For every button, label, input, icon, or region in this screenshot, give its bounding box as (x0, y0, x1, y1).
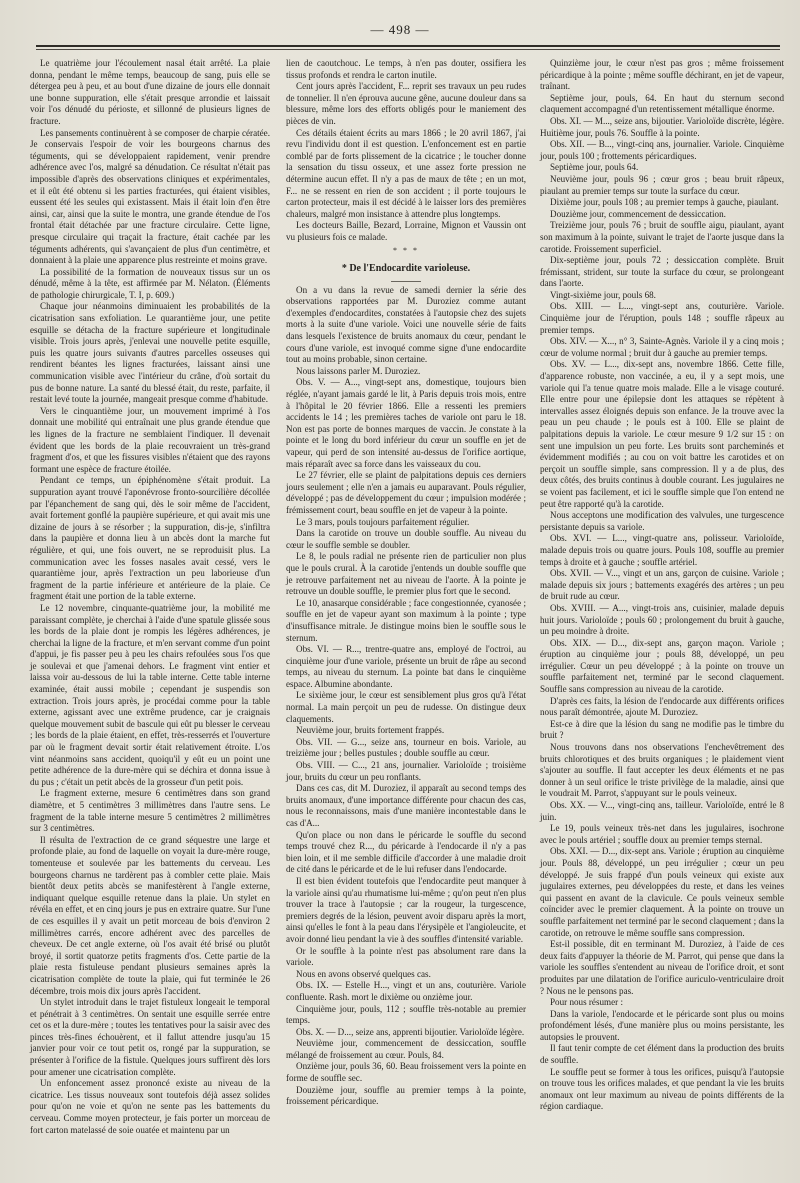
header-rule (36, 45, 780, 47)
paragraph: Obs. XII. — B..., vingt-cinq ans, journalier. Variole. Cinquième jour, pouls 100 ; frottements péricardiques. (540, 139, 784, 161)
paragraph: Obs. V. — A..., vingt-sept ans, domestique, toujours bien réglée, n'ayant jamais gardé le lit, à Paris depuis trois mois, entre à l'hôpital le 20 février 1866. Elle a ressenti les premiers accidents le 14 ; les premières taches de variole ont paru le 18. Non est pas porte de bonnes marques de vaccin. Je constate à la pointe et le long du bord inférieur du cœur un souffle en jet de vapeur, qui perd de son intensité au-dessus de l'orifice aortique, mais réparaît avec sa force dans les vaisseaux du cou. (286, 377, 526, 469)
paragraph: Obs. VII. — G..., seize ans, tourneur en bois. Variole, au treizième jour ; belles pustules ; double souffle au cœur. (286, 736, 526, 759)
paragraph: Ces détails étaient écrits au mars 1866 ; le 20 avril 1867, j'ai revu l'individu dont il est question. L'enfoncement est en partie comblé par de forts plissement de la cicatrice ; le toucher donne la sensation du tissu osseux, et une assez forte pression ne détermine aucun effet. Il n'y a pas de maux de tête ; en un mot, F... ne se ressent en rien de son accident ; il porte toujours le carton protecteur, mais il est décidé à le laisser lors des premières chaleurs, malgré mon insistance à attendre plus longtemps. (286, 127, 526, 219)
paragraph: Obs. XVII. — V..., vingt et un ans, garçon de cuisine. Variole ; malade depuis six jours ; battements exagérés des artères ; un peu de bruit rude au cœur. (540, 568, 784, 602)
section-stars: * * * (393, 245, 419, 255)
paragraph: Il est bien évident toutefois que l'endocardite peut manquer à la variole ainsi qu'au rhumatisme lui-même ; qu'on peut n'en plus trouver la trace à l'autopsie ; car la rougeur, la turgescence, premiers degrés de la lésion, peuvent avoir disparu après la mort, ainsi qu'elles le font à la peau dans l'érysipèle et l'angioleucite, et avoir donné lieu pendant la vie à des souffles d'intensité variable. (286, 875, 526, 944)
paragraph: Dix-septième jour, pouls 72 ; dessiccation complète. Bruit frémissant, strident, sur toute la surface du cœur, se prolongeant dans l'aorte. (540, 255, 784, 289)
paragraph: Obs. XIII. — L..., vingt-sept ans, couturière. Variole. Cinquième jour de l'éruption, pouls 148 ; souffle râpeux au premier temps. (540, 301, 784, 335)
paragraph: Obs. XVI. — L..., vingt-quatre ans, polisseur. Varioloïde, malade depuis trois ou quatre jours. Pouls 108, souffle au premier temps à droite et à gauche ; souffle artériel. (540, 533, 784, 567)
paragraph: Nous trouvons dans nos observations l'enchevêtrement des bruits chlorotiques et des bruits organiques ; le plaidement vient s'ajouter au souffle. Il faut accepter les deux éléments et ne pas donner à un seul orifice le triste privilège de la maladie, ainsi que le voudrait M. Parrot, s'appuyant sur le pouls veineux. (540, 742, 784, 799)
paragraph: Dans la carotide on trouve un double souffle. Au niveau du cœur le souffle semble se doubler. (286, 528, 526, 550)
paragraph: Est-il possible, dit en terminant M. Duroziez, à l'aide de ces deux faits d'appuyer la théorie de M. Parrot, qui pense que dans la variole les souffles s'entendent au niveau de l'orifice droit, et sont produites par une dilatation de l'orifice auriculo-ventriculaire droit ? Nous ne le pensons pas. (540, 939, 784, 996)
paragraph: La possibilité de la formation de nouveaux tissus sur un os dénudé, même à la tête, est affirmée par M. Nélaton. (Éléments de pathologie chirurgicale, T. I, p. 609.) (30, 266, 270, 300)
paragraph: Le 8, le pouls radial ne présente rien de particulier non plus que le pouls crural. À la carotide j'entends un double souffle que je retrouve parfaitement net au niveau de l'aorte. À la pointe je retrouve un double souffle, le premier plus fort que le second. (286, 551, 526, 597)
paragraph: Nous en avons observé quelques cas. (296, 968, 431, 979)
paragraph: Obs. VIII. — C..., 21 ans, journalier. Varioloïde ; troisième jour, bruits du cœur un peu ronflants. (286, 760, 526, 782)
paragraph: Les docteurs Baille, Bezard, Lorraine, Mignon et Vaussin ont vu plusieurs fois ce malade. (286, 220, 526, 242)
paragraph: Le quatrième jour l'écoulement nasal était arrêté. La plaie donna, pendant le même temps, beaucoup de sang, puis elle se détergea peu à peu, et au bout d'une dizaine de jours elle donnait une bonne suppuration, elle s'était presque arrondie et laissait voir l'os dénudé du périoste, et sillonné de plusieurs lignes de fracture. (30, 58, 270, 126)
paragraph: Le souffle peut se former à tous les orifices, puisqu'à l'autopsie on trouve tous les orifices malades, et que pendant la vie les bruits anomaux ont leur maximum au niveau de points différents de la région cardiaque. (540, 1066, 784, 1112)
paragraph: Septième jour, pouls 64. (550, 162, 639, 173)
paragraph: Qu'on place ou non dans le péricarde le souffle du second temps trouvé chez R..., du péricarde à l'endocarde il n'y a pas bien loin, et il me semble difficile d'accorder à une maladie droit de cité dans le péricarde et de le lui refuser dans l'endocarde. (286, 829, 526, 875)
paragraph: Pour nous résumer : (550, 997, 623, 1008)
column-2 (286, 58, 526, 1108)
header-rule-thin (36, 49, 780, 50)
paragraph: Est-ce à dire que la lésion du sang ne modifie pas le timbre du bruit ? (540, 718, 784, 741)
paragraph: Or le souffle à la pointe n'est pas absolument rare dans la variole. (286, 945, 526, 968)
paragraph: Vers le cinquantième jour, un mouvement imprimé à l'os donnait une mobilité qui entraînait une plus grande étendue que les lignes de la fracture ne semblaient l'indiquer. Il devenait évident que les bords de la plaie recouvraient un très-grand fragment d'os, et que les fissures visibles n'étaient que des rayons formant une espèce de fracture étoilée. (30, 405, 270, 474)
paragraph: Le 19, pouls veineux très-net dans les jugulaires, isochrone avec le pouls artériel ; souffle doux au premier temps sternal. (540, 823, 784, 845)
paragraph: Le 27 février, elle se plaint de palpitations depuis ces derniers jours seulement ; elle n'en a jamais eu auparavant. Pouls régulier, développé ; pas de développement du cœur ; impulsion modérée ; frémissement court, beau souffle en jet de vapeur à la pointe. (286, 470, 526, 515)
title-separator (391, 281, 421, 282)
paragraph: Il résulta de l'extraction de ce grand séquestre une large et profonde plaie, au fond de laquelle on voyait la dure-mère rouge, tomenteuse et soulevée par les battements du cerveau. Les bourgeons charnus ne tardèrent pas à combler cette plaie. Mais bientôt deux petits abcès se manifestèrent à l'angle externe, indiquant quelque esquille retenue dans la plaie. Un stylet en révéla en effet, et en cinq jours je pus en extraire quatre. Sur l'une de ces esquilles il y avait un petit morceau de bois d'environ 2 millimètres carrés, encore adhérent avec des parcelles de cheveux. De cet angle externe, où l'os avait été brisé ou plutôt broyé, il sortit quatorze petits fragments d'os. Cette partie de la plaie resta fistuleuse pendant plusieurs semaines après la cicatrisation complète de toute la plaie, qui fut terminée le 26 décembre, trois mois dix jours après l'accident. (30, 834, 270, 996)
column-1 (30, 58, 270, 1136)
paragraph: Onzième jour, pouls 36, 60. Beau froissement vers la pointe en forme de souffle sec. (286, 1061, 526, 1084)
paragraph: Neuvième jour, commencement de dessiccation, souffle mélangé de froissement au cœur. Pouls, 84. (286, 1038, 526, 1060)
paragraph: D'après ces faits, la lésion de l'endocarde aux différents orifices nous paraît démontrée, ajoute M. Duroziez. (540, 695, 784, 718)
paragraph: Le sixième jour, le cœur est sensiblement plus gros qu'à l'état normal. La main perçoit un peu de rudesse. On distingue deux claquements. (286, 690, 526, 724)
paragraph: Obs. XI. — M..., seize ans, bijoutier. Varioloïde discrète, légère. Huitième jour, pouls 76. Souffle à la pointe. (540, 115, 784, 138)
section-title: * De l'Endocardite varioleuse. (341, 263, 471, 275)
paragraph: Dixième jour, pouls 108 ; au premier temps à gauche, piaulant. (550, 197, 779, 208)
paragraph: Dans la variole, l'endocarde et le péricarde sont plus ou moins profondément lésés, d'une manière plus ou moins persistante, les autopsies le prouvent. (540, 1008, 784, 1042)
paragraph: Obs. IX. — Estelle H..., vingt et un ans, couturière. Variole confluente. Rash. mort le dixième ou onzième jour. (286, 980, 526, 1002)
paragraph: Chaque jour néanmoins diminuaient les probabilités de la cicatrisation sans exfoliation. Le quarantième jour, une petite esquille se détacha de la fracture supérieure et longitudinale visible. Trois jours après, j'enlevai une nouvelle petite esquille, puis les quatre jours suivants d'autres parcelles osseuses qui rendirent béantes les lignes fracturées, laissant ainsi une communication visible avec l'intérieur du crâne, d'où sortait du pus de bonne nature. La santé du blessé était, du reste, parfaite, il restait levé toute la journée, mangeait presque comme d'habitude. (30, 301, 270, 405)
paragraph: Vingt-sixième jour, pouls 68. (550, 289, 656, 300)
paragraph: Il faut tenir compte de cet élément dans la production des bruits de souffle. (540, 1043, 784, 1066)
column-2-intro (286, 58, 526, 244)
paragraph: Le fragment externe, mesure 6 centimètres dans son grand diamètre, et 5 centimètres 3 millimètres dans l'autre sens. Le fragment de la table interne mesure 5 centimètres 2 millimètres sur 3 centimètres. (30, 788, 270, 834)
paragraph: Le 12 novembre, cinquante-quatrième jour, la mobilité me paraissant complète, je cherchai à l'aide d'une spatule glissée sous les bords de la plaie dont je rompis les légères adhérences, je cherchai la ligne de la fracture, et m'en servant comme d'un point d'appui, je fis passer peu à peu les chairs refoulées sous l'os que je soulevai et que j'amenai dehors. Le fragment vint entier et laissa voir au-dessous de lui la table interne. Cette table interne examinée, était aussi mobile ; cependant je suspendis son extraction. Trois jours après, je procédai comme pour la table externe, agissant avec une extrême prudence, car je craignais quelque mouvement subit de bascule qui eût pu blesser le cerveau ; les bords de la plaie étaient, en effet, très-resserrés et l'ouverture par où le fragment devait sortir était relativement étroite. L'os vint néanmoins sans accident, quoiqu'il y eût eu un point une petite adhérence de la dure-mère qui se déchira et donna issue à du pus ; c'était un petit abcès de la grosseur d'un petit pois. (30, 602, 270, 787)
paragraph: Le 3 mars, pouls toujours parfaitement régulier. (296, 516, 470, 527)
paragraph: Douzième jour, commencement de dessiccation. (550, 208, 726, 219)
paragraph: Obs. XX. — V..., vingt-cinq ans, tailleur. Varioloïde, entré le 8 juin. (540, 800, 784, 822)
paragraph: Nous acceptons une modification des valvules, une turgescence persistante depuis sa variole. (540, 510, 784, 532)
paragraph: Obs. XIX. — D..., dix-sept ans, garçon maçon. Variole ; éruption au cinquième jour ; pouls 88, développé, un peu irrégulier. Cœur un peu développé ; à la pointe on trouve un souffle parfaitement net, terminé par le second claquement. Souffle sans compression au niveau de la carotide. (540, 637, 784, 695)
paragraph: Un enfoncement assez prononcé existe au niveau de la cicatrice. Les tissus nouveaux sont toutefois déjà assez solides pour qu'on ne voie et qu'on ne sente pas les battements du cerveau. Comme moyen protecteur, je fais porter un morceau de fort carton matelassé de soie ouatée et maintenu par un (30, 1078, 270, 1135)
paragraph: Nous laissons parler M. Duroziez. (296, 365, 421, 376)
paragraph: Cinquième jour, pouls, 112 ; souffle très-notable au premier temps. (286, 1003, 526, 1026)
paragraph: Obs. XIV. — X..., n° 3, Sainte-Agnès. Variole il y a cinq mois ; cœur de volume normal ; bruit dur à gauche au premier temps. (540, 336, 784, 358)
paragraph: Pendant ce temps, un épiphénomène s'était produit. La suppuration ayant trouvé l'aponévrose fronto-sourcilière décollée par l'épanchement de sang qui, dès le soir même de l'accident, avait fortement gonflé la paupière supérieure, et qui avait mis une dizaine de jours à se résorber ; la suppuration, dis-je, s'infiltra dans la paupière et donna lieu à un abcès dont la marche fut régulière, et qui, une fois ouvert, ne se reproduisit plus. La communication avec les fosses nasales avait cessé, vers le quarantième jour, après l'extraction un peu laborieuse d'un fragment de la partie inférieure et antérieure de la plaie. Ce fragment était une portion de la table externe. (30, 475, 270, 602)
paragraph: lien de caoutchouc. Le temps, à n'en pas douter, ossifiera les tissus profonds et rendra le carton inutile. (286, 58, 526, 80)
paragraph: Les pansements continuèrent à se composer de charpie cératée. Je conservais l'espoir de voir les bourgeons charnus des téguments, qui se développaient rapidement, venir prendre adhérence avec l'os, malgré sa dénudation. Ce résultat n'était pas impossible d'après des observations cliniques et expérimentales, et il eût été obtenu si les parties fracturées, qui étaient visibles, eussent été les seules qui existassent. Mais il était loin d'en être ainsi, car, ainsi que la suite le montra, une grande étendue de l'os frontal était détachée par une fracture circulaire. Cette ligne, presque circulaire qui traçait la fracture, était cachée par les téguments adhérents, qui s'avançaient de plus d'un centimètre, et donnaient à la plaie une apparence plus restreinte et moins grave. (30, 127, 270, 266)
paragraph: Dans ces cas, dit M. Duroziez, il apparaît au second temps des bruits anomaux, d'une importance différente pour chacun des cas, nous le reconnaissons, mais d'une manière incontestable dans le cas d'A... (286, 783, 526, 828)
paragraph: Obs. X. — D..., seize ans, apprenti bijoutier. Varioloïde légère. (296, 1026, 525, 1037)
paragraph: Treizième jour, pouls 76 ; bruit de souffle aigu, piaulant, ayant son maximum à la pointe, suivant le trajet de l'aorte jusque dans la carotide. Froissement superficiel. (540, 220, 784, 254)
column-3 (540, 58, 784, 1113)
column-2-body (286, 285, 526, 1108)
paragraph: Obs. XXI. — D..., dix-sept ans. Variole ; éruption au cinquième jour. Pouls 88, développé, un peu irrégulier ; cœur un peu développé. Je suis frappé d'un pouls veineux qui existe aux jugulaires externes, peu développées du reste, et dans les veines qui passent en avant de la clavicule. Ce pouls veineux semble coïncider avec le premier claquement. À la pointe on trouve un souffle parfaitement net terminé par le second claquement ; dans la carotide, on retrouve le même souffle sans compression. (540, 846, 784, 938)
paragraph: Obs. XVIII. — A..., vingt-trois ans, cuisinier, malade depuis huit jours. Varioloïde ; pouls 60 ; prolongement du bruit à gauche, un peu moindre à droite. (540, 602, 784, 637)
paragraph: Neuvième jour, pouls 96 ; cœur gros ; beau bruit râpeux, piaulant au premier temps sur toute la surface du cœur. (540, 173, 784, 196)
paragraph: Quinzième jour, le cœur n'est pas gros ; même froissement péricardique à la pointe ; même souffle déchirant, en jet de vapeur, traînant. (540, 58, 784, 92)
paragraph: On a vu dans la revue de samedi dernier la série des observations rapportées par M. Duroziez comme autant d'exemples d'endocardites, constatées à l'autopsie chez des sujets morts à la suite d'une variole. Voici une nouvelle série de faits dans lesquels l'existence de bruits anomaux du cœur, pendant le cours d'une variole, est invoqué comme signe d'une endocardite tout au moins probable, sinon certaine. (286, 284, 526, 365)
paragraph: Obs. XV. — L..., dix-sept ans, novembre 1866. Cette fille, d'apparence robuste, non vaccinée, a eu, il y a sept mois, une variole qui l'a tenue quatre mois malade. Elle a le visage couturé. Elle entre pour une épilepsie dont les attaques se répètent à intervalles assez éloignés depuis son enfance. Je la trouve avec la peau un peu chaude ; le pouls est à 100. Elle se plaint de palpitations depuis la variole. Le cœur mesure 9 1/2 sur 15 : on sent une impulsion un peu forte. Les bruits sont parcheminés et évidemment modifiés ; au cou on voit battre les carotides et on perçoit un souffle simple, sans compression. Il y a de plus, des deux côtés, des bruits continus à double courant. Les jugulaires ne se voient pas facilement, et ici le souffle simple que l'on entend ne peut être rapporté qu'à la carotide. (540, 359, 784, 509)
paragraph: Obs. VI. — R..., trentre-quatre ans, employé de l'octroi, au cinquième jour d'une variole, présente un bruit de râpe au second temps, au niveau du sternum. La pointe bat dans le cinquième espace. Albumine abondante. (286, 644, 526, 689)
paragraph: Septième jour, pouls, 64. En haut du sternum second claquement accompagné d'un retentissement métallique énorme. (540, 92, 784, 115)
paragraph: Cent jours après l'accident, F... reprit ses travaux un peu rudes de tonnelier. Il n'en éprouva aucune gêne, aucune douleur dans sa blessure, même lors des efforts obligés pour le maniement des pièces de vin. (286, 81, 526, 126)
paragraph: Douzième jour, souffle au premier temps à la pointe, froissement péricardique. (286, 1084, 526, 1107)
paragraph: Un stylet introduit dans le trajet fistuleux longeait le temporal et pénétrait à 3 centimètres. On sentait une esquille serrée entre cet os et la dure-mère ; toutes les tentatives pour la saisir avec des pinces très-fines échouèrent, et il fallut attendre jusqu'au 15 janvier pour voir ce tout petit os, rongé par la suppuration, se présenter à l'orifice de la fistule. Quelques jours suffirent dès lors pour amener une cicatrisation complète. (30, 997, 270, 1077)
page-number: — 498 — (370, 22, 430, 37)
paragraph: Le 10, anasarque considérable ; face congestionnée, cyanosée ; souffle en jet de vapeur ayant son maximum à la pointe ; type d'insuffisance mitrale. Je distingue moins bien le souffle sous le sternum. (286, 597, 526, 643)
paragraph: Neuvième jour, bruits fortement frappés. (296, 725, 445, 736)
